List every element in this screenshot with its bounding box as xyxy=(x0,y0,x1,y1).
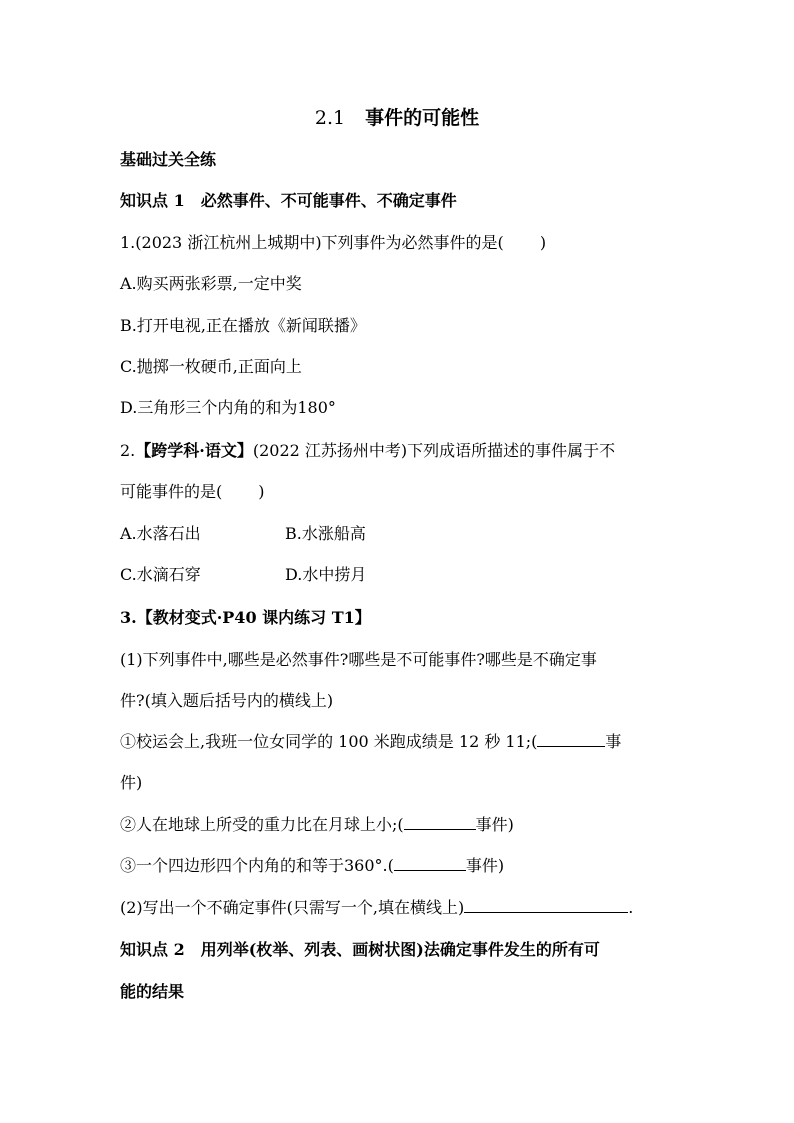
knowledge-point-1: 知识点 1 必然事件、不可能事件、不确定事件 xyxy=(120,191,457,210)
question-1-stem: 1.(2023 浙江杭州上城期中)下列事件为必然事件的是( ) xyxy=(120,233,547,252)
q3-item-2: ②人在地球上所受的重力比在月球上小;( 事件) xyxy=(120,815,514,834)
q3-part1-line2: 件?(填入题后括号内的横线上) xyxy=(120,691,334,710)
question-3-header: 3.【教材变式·P40 课内练习 T1】 xyxy=(120,608,371,627)
q1-option-b: B.打开电视,正在播放《新闻联播》 xyxy=(120,316,366,335)
q3-item-1-cont: 件) xyxy=(120,773,143,792)
answer-blank[interactable] xyxy=(464,898,628,913)
q1-option-d: D.三角形三个内角的和为180° xyxy=(120,398,336,417)
q3-part2: (2)写出一个不确定事件(只需写一个,填在横线上) . xyxy=(120,898,634,917)
q3-part1-line1: (1)下列事件中,哪些是必然事件?哪些是不可能事件?哪些是不确定事 xyxy=(120,650,597,669)
answer-blank[interactable] xyxy=(394,856,466,871)
knowledge-point-2-line2: 能的结果 xyxy=(120,982,185,1001)
q1-option-c: C.抛掷一枚硬币,正面向上 xyxy=(120,357,302,376)
section-heading: 基础过关全练 xyxy=(120,150,217,169)
q3-item-3: ③一个四边形四个内角的和等于360°.( 事件) xyxy=(120,856,505,875)
section-title: 事件的可能性 xyxy=(365,107,480,129)
question-2-stem-line1: 2.【跨学科·语文】(2022 江苏扬州中考)下列成语所描述的事件属于不 xyxy=(120,441,616,460)
q2-options-row-1 xyxy=(120,524,680,544)
q2-option-a: A.水落石出 xyxy=(120,524,201,543)
page-title xyxy=(0,107,794,129)
section-number: 2.1 xyxy=(314,107,346,129)
answer-blank[interactable] xyxy=(537,732,605,747)
knowledge-point-2-line1: 知识点 2 用列举(枚举、列表、画树状图)法确定事件发生的所有可 xyxy=(120,940,600,959)
question-2-stem-line2: 可能事件的是( ) xyxy=(120,482,265,501)
q2-options-row-2 xyxy=(120,565,680,585)
q2-option-c: C.水滴石穿 xyxy=(120,565,201,584)
q3-item-1: ①校运会上,我班一位女同学的 100 米跑成绩是 12 秒 11;( 事 xyxy=(120,732,622,751)
q2-option-d: D.水中捞月 xyxy=(285,565,367,584)
question-2-tag: 【跨学科·语文】 xyxy=(135,441,253,460)
q2-option-b: B.水涨船高 xyxy=(285,524,366,543)
answer-blank[interactable] xyxy=(404,815,476,830)
q1-option-a: A.购买两张彩票,一定中奖 xyxy=(120,274,302,293)
